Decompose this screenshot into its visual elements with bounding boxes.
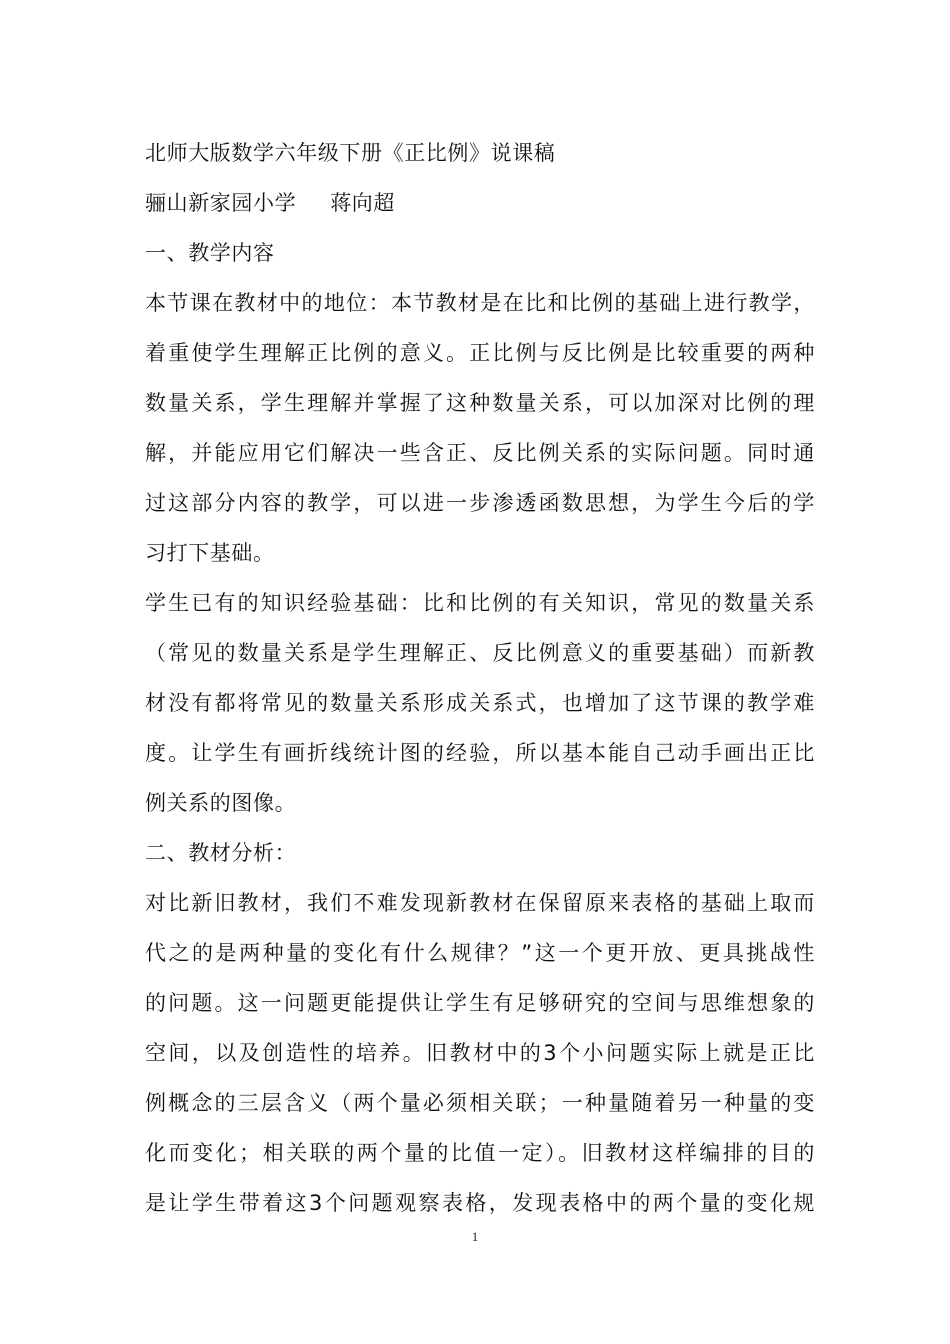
author-line (145, 178, 815, 228)
page-number: 1 (471, 1229, 479, 1244)
author-name: 蒋向超 (330, 191, 396, 215)
paragraph-line: 化而变化；相关联的两个量的比值一定）。旧教材这样编排的目的 (145, 1141, 815, 1165)
paragraph-line: 空间，以及创造性的培养。旧教材中的3个小问题实际上就是正比 (145, 1041, 815, 1065)
paragraph-line: 的问题。这一问题更能提供让学生有足够研究的空间与思维想象的 (145, 991, 815, 1015)
paragraph-line: 本节课在教材中的地位：本节教材是在比和比例的基础上进行教学， (145, 291, 815, 315)
paragraph-line: 数量关系，学生理解并掌握了这种数量关系，可以加深对比例的理 (145, 391, 815, 415)
school-name: 骊山新家园小学 (145, 191, 297, 215)
paragraph-line: 习打下基础。 (145, 541, 275, 565)
paragraph-line: 对比新旧教材，我们不难发现新教材在保留原来表格的基础上取而 (145, 891, 815, 915)
paragraph-line: 例概念的三层含义（两个量必须相关联；一种量随着另一种量的变 (145, 1091, 815, 1115)
paragraph-line: （常见的数量关系是学生理解正、反比例意义的重要基础）而新教 (145, 641, 815, 665)
document-title: 北师大版数学六年级下册《正比例》说课稿 (145, 141, 556, 165)
paragraph-line: 材没有都将常见的数量关系形成关系式，也增加了这节课的教学难 (145, 691, 815, 715)
paragraph-line: 是让学生带着这3个问题观察表格，发现表格中的两个量的变化规 (145, 1191, 815, 1215)
section-heading: 一、教学内容 (145, 241, 275, 265)
paragraph-line: 度。让学生有画折线统计图的经验，所以基本能自己动手画出正比 (145, 741, 815, 765)
paragraph-line: 学生已有的知识经验基础：比和比例的有关知识，常见的数量关系 (145, 591, 815, 615)
paragraph-line: 着重使学生理解正比例的意义。正比例与反比例是比较重要的两种 (145, 341, 815, 365)
paragraph-line: 代之的是两种量的变化有什么规律？”这一个更开放、更具挑战性 (145, 941, 815, 965)
section-heading: 二、教材分析： (145, 841, 297, 865)
paragraph-line: 解，并能应用它们解决一些含正、反比例关系的实际问题。同时通 (145, 441, 815, 465)
paragraph-line: 例关系的图像。 (145, 791, 297, 815)
paragraph-line: 过这部分内容的教学，可以进一步渗透函数思想，为学生今后的学 (145, 491, 815, 515)
document-body (145, 128, 815, 1228)
